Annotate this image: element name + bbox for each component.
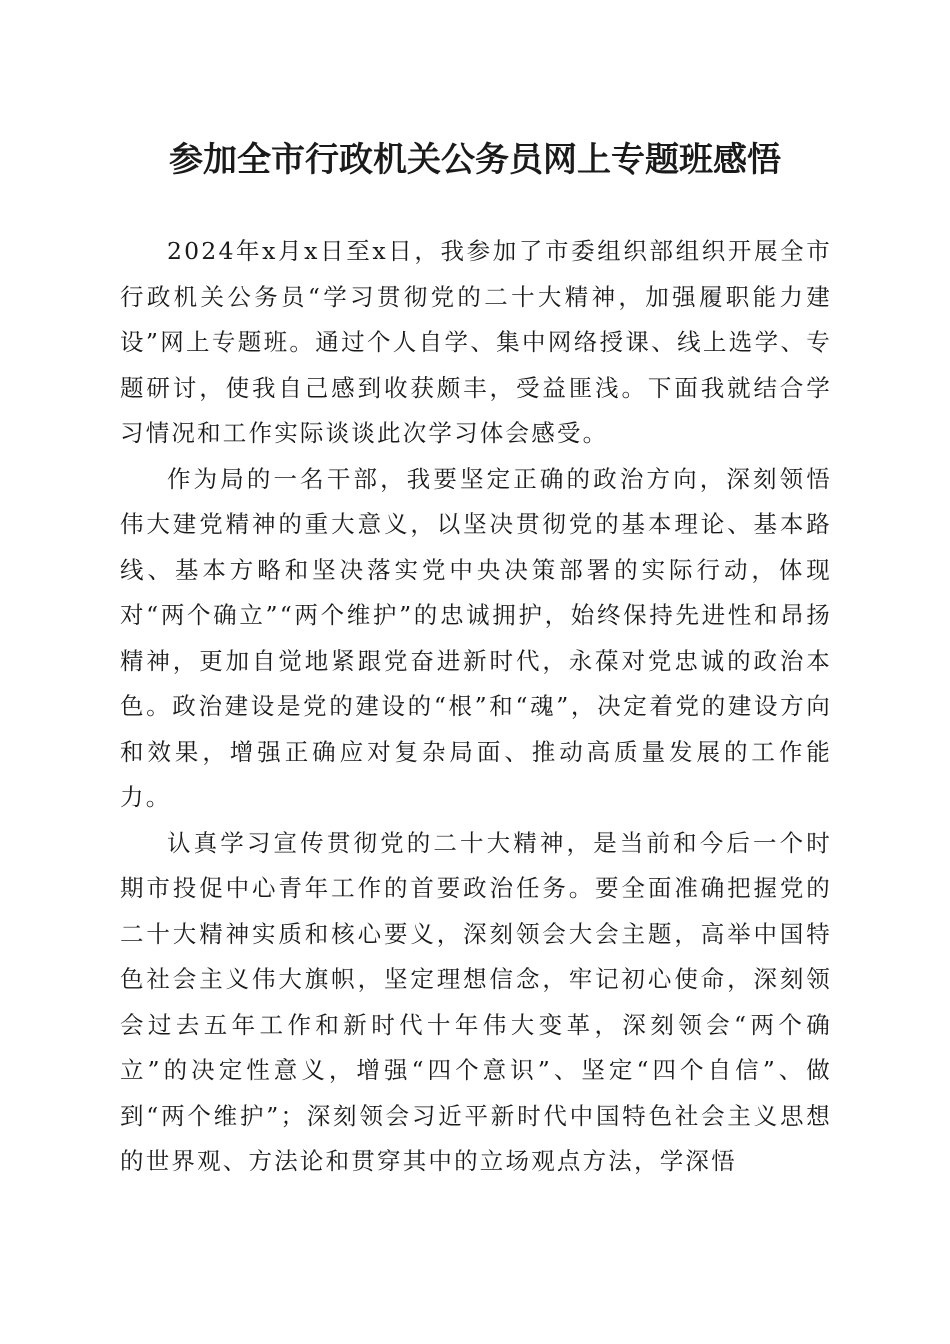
- paragraph-1: 2024年x月x日至x日，我参加了市委组织部组织开展全市行政机关公务员“学习贯彻党的二十大精神，加强履职能力建设”网上专题班。通过个人自学、集中网络授课、线上选学、专题研讨，使我自己感到收获颇丰，受益匪浅。下面我就结合学习情况和工作实际谈谈此次学习体会感受。: [120, 237, 832, 447]
- paragraph-2: 作为局的一名干部，我要坚定正确的政治方向，深刻领悟伟大建党精神的重大意义，以坚决贯彻党的基本理论、基本路线、基本方略和坚决落实党中央决策部署的实际行动，体现对“两个确立”“两个维护”的忠诚拥护，始终保持先进性和昂扬精神，更加自觉地紧跟党奋进新时代，永葆对党忠诚的政治本色。政治建设是党的建设的“根”和“魂”，决定着党的建设方向和效果，增强正确应对复杂局面、推动高质量发展的工作能力。: [120, 464, 832, 811]
- document-body: [120, 229, 832, 1185]
- paragraph-3: 认真学习宣传贯彻党的二十大精神，是当前和今后一个时期市投促中心青年工作的首要政治任务。要全面准确把握党的二十大精神实质和核心要义，深刻领会大会主题，高举中国特色社会主义伟大旗帜，坚定理想信念，牢记初心使命，深刻领会过去五年工作和新时代十年伟大变革，深刻领会“两个确立”的决定性意义，增强“四个意识”、坚定“四个自信”、做到“两个维护”；深刻领会习近平新时代中国特色社会主义思想的世界观、方法论和贯穿其中的立场观点方法，学深悟: [120, 828, 832, 1175]
- document-title: 参加全市行政机关公务员网上专题班感悟: [169, 140, 781, 180]
